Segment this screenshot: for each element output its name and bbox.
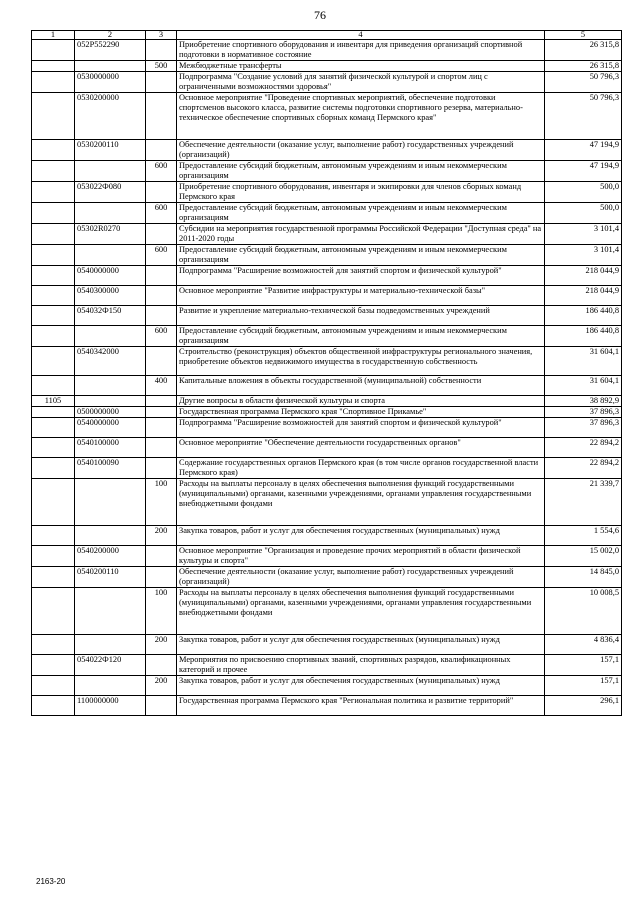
- description-cell: Строительство (реконструкция) объектов общественной инфраструктуры регионального значения, приобретение объектов недвижимого имущества в государственную собственность: [177, 347, 545, 376]
- column-header: 3: [146, 31, 177, 40]
- table-row: [32, 72, 622, 93]
- expense-type-cell: [146, 182, 177, 203]
- amount-cell: 10 008,5: [545, 588, 622, 635]
- expense-type-cell: [146, 40, 177, 61]
- amount-cell: 47 194,9: [545, 161, 622, 182]
- table-row: [32, 286, 622, 306]
- section-code-cell: [32, 61, 75, 72]
- amount-cell: 1 554,6: [545, 526, 622, 546]
- amount-cell: 22 894,2: [545, 438, 622, 458]
- description-cell: Основное мероприятие "Организация и проведение прочих мероприятий в области физической культуры и спорта": [177, 546, 545, 567]
- target-code-cell: 0530200000: [75, 93, 146, 140]
- table-row: [32, 182, 622, 203]
- target-code-cell: [75, 376, 146, 396]
- description-cell: Основное мероприятие "Проведение спортивных мероприятий, обеспечение подготовки спортсменов высокого класса, развитие системы подготовки спортивного резерва, материально-техническое обеспечение спортивных сборных команд Пермского края": [177, 93, 545, 140]
- expense-type-cell: [146, 696, 177, 716]
- description-cell: Предоставление субсидий бюджетным, автономным учреждениям и иным некоммерческим организациям: [177, 245, 545, 266]
- table-row: [32, 588, 622, 635]
- amount-cell: 186 440,8: [545, 326, 622, 347]
- section-code-cell: [32, 526, 75, 546]
- target-code-cell: 0530200110: [75, 140, 146, 161]
- amount-cell: 500,0: [545, 182, 622, 203]
- description-cell: Расходы на выплаты персоналу в целях обеспечения выполнения функций государственными (муниципальными) органами, казенными учреждениями, органами управления государственными внебюджетными фондами: [177, 479, 545, 526]
- amount-cell: 157,1: [545, 676, 622, 696]
- target-code-cell: 1100000000: [75, 696, 146, 716]
- description-cell: Межбюджетные трансферты: [177, 61, 545, 72]
- section-code-cell: [32, 655, 75, 676]
- section-code-cell: [32, 479, 75, 526]
- table-row: [32, 203, 622, 224]
- target-code-cell: [75, 203, 146, 224]
- section-code-cell: [32, 347, 75, 376]
- description-cell: Подпрограмма "Создание условий для занятий физической культурой и спортом лиц с ограниченными возможностями здоровья": [177, 72, 545, 93]
- description-cell: Приобретение спортивного оборудования, инвентаря и экипировки для членов сборных команд Пермского края: [177, 182, 545, 203]
- section-code-cell: [32, 72, 75, 93]
- section-code-cell: [32, 546, 75, 567]
- amount-cell: 22 894,2: [545, 458, 622, 479]
- section-code-cell: [32, 245, 75, 266]
- description-cell: Закупка товаров, работ и услуг для обеспечения государственных (муниципальных) нужд: [177, 676, 545, 696]
- amount-cell: 47 194,9: [545, 140, 622, 161]
- target-code-cell: [75, 635, 146, 655]
- target-code-cell: [75, 61, 146, 72]
- expense-type-cell: [146, 418, 177, 438]
- description-cell: Обеспечение деятельности (оказание услуг, выполнение работ) государственных учреждений (организаций): [177, 567, 545, 588]
- amount-cell: 50 796,3: [545, 93, 622, 140]
- description-cell: Развитие и укрепление материально-технической базы подведомственных учреждений: [177, 306, 545, 326]
- amount-cell: 37 896,3: [545, 418, 622, 438]
- section-code-cell: [32, 407, 75, 418]
- expense-type-cell: [146, 266, 177, 286]
- expense-type-cell: 500: [146, 61, 177, 72]
- expense-type-cell: [146, 438, 177, 458]
- expense-type-cell: 600: [146, 203, 177, 224]
- target-code-cell: [75, 526, 146, 546]
- amount-cell: 296,1: [545, 696, 622, 716]
- section-code-cell: [32, 376, 75, 396]
- expense-type-cell: [146, 458, 177, 479]
- description-cell: Закупка товаров, работ и услуг для обеспечения государственных (муниципальных) нужд: [177, 526, 545, 546]
- section-code-cell: [32, 40, 75, 61]
- description-cell: Государственная программа Пермского края "Региональная политика и развитие территорий": [177, 696, 545, 716]
- column-header: 4: [177, 31, 545, 40]
- expense-type-cell: [146, 224, 177, 245]
- section-code-cell: [32, 458, 75, 479]
- description-cell: Обеспечение деятельности (оказание услуг, выполнение работ) государственных учреждений (организаций): [177, 140, 545, 161]
- expense-type-cell: 100: [146, 588, 177, 635]
- target-code-cell: 053022Ф080: [75, 182, 146, 203]
- amount-cell: 218 044,9: [545, 266, 622, 286]
- target-code-cell: 0540200110: [75, 567, 146, 588]
- table-row: [32, 407, 622, 418]
- target-code-cell: 052Р552290: [75, 40, 146, 61]
- section-code-cell: [32, 676, 75, 696]
- expense-type-cell: 200: [146, 676, 177, 696]
- description-cell: Предоставление субсидий бюджетным, автономным учреждениям и иным некоммерческим организациям: [177, 203, 545, 224]
- expense-type-cell: 100: [146, 479, 177, 526]
- section-code-cell: [32, 161, 75, 182]
- table-row: [32, 567, 622, 588]
- description-cell: Капитальные вложения в объекты государственной (муниципальной) собственности: [177, 376, 545, 396]
- amount-cell: 14 845,0: [545, 567, 622, 588]
- table-row: [32, 61, 622, 72]
- table-row: [32, 40, 622, 61]
- description-cell: Подпрограмма "Расширение возможностей для занятий спортом и физической культурой": [177, 418, 545, 438]
- description-cell: Закупка товаров, работ и услуг для обеспечения государственных (муниципальных) нужд: [177, 635, 545, 655]
- table-row: [32, 438, 622, 458]
- target-code-cell: [75, 479, 146, 526]
- column-header: 1: [32, 31, 75, 40]
- amount-cell: 157,1: [545, 655, 622, 676]
- table-row: [32, 696, 622, 716]
- section-code-cell: 1105: [32, 396, 75, 407]
- amount-cell: 31 604,1: [545, 347, 622, 376]
- section-code-cell: [32, 140, 75, 161]
- table-row: [32, 245, 622, 266]
- description-cell: Содержание государственных органов Пермского края (в том числе органов государственной власти Пермского края): [177, 458, 545, 479]
- target-code-cell: 0540000000: [75, 266, 146, 286]
- section-code-cell: [32, 182, 75, 203]
- expense-type-cell: [146, 655, 177, 676]
- table-body: [32, 40, 622, 716]
- table-row: [32, 161, 622, 182]
- amount-cell: 4 836,4: [545, 635, 622, 655]
- table-row: [32, 266, 622, 286]
- table-row: [32, 93, 622, 140]
- target-code-cell: 0500000000: [75, 407, 146, 418]
- section-code-cell: [32, 696, 75, 716]
- expense-type-cell: 600: [146, 245, 177, 266]
- target-code-cell: 0530000000: [75, 72, 146, 93]
- amount-cell: 21 339,7: [545, 479, 622, 526]
- table-row: [32, 676, 622, 696]
- document-code: 2163-20: [36, 877, 66, 886]
- target-code-cell: 0540100000: [75, 438, 146, 458]
- target-code-cell: 054032Ф150: [75, 306, 146, 326]
- section-code-cell: [32, 286, 75, 306]
- amount-cell: 37 896,3: [545, 407, 622, 418]
- description-cell: Приобретение спортивного оборудования и инвентаря для приведения организаций спортивной подготовки в нормативное состояние: [177, 40, 545, 61]
- target-code-cell: [75, 161, 146, 182]
- page-number: 76: [314, 8, 326, 22]
- section-code-cell: [32, 266, 75, 286]
- expense-type-cell: [146, 567, 177, 588]
- table-row: [32, 140, 622, 161]
- column-header: 5: [545, 31, 622, 40]
- description-cell: Предоставление субсидий бюджетным, автономным учреждениям и иным некоммерческим организациям: [177, 161, 545, 182]
- section-code-cell: [32, 635, 75, 655]
- table-row: [32, 306, 622, 326]
- section-code-cell: [32, 326, 75, 347]
- description-cell: Государственная программа Пермского края "Спортивное Прикамье": [177, 407, 545, 418]
- expense-type-cell: 600: [146, 326, 177, 347]
- table-row: [32, 376, 622, 396]
- description-cell: Другие вопросы в области физической культуры и спорта: [177, 396, 545, 407]
- table-header-row: [32, 31, 622, 40]
- table-row: [32, 224, 622, 245]
- target-code-cell: 0540300000: [75, 286, 146, 306]
- table-row: [32, 526, 622, 546]
- section-code-cell: [32, 306, 75, 326]
- target-code-cell: 054022Ф120: [75, 655, 146, 676]
- target-code-cell: 05302R0270: [75, 224, 146, 245]
- amount-cell: 26 315,8: [545, 40, 622, 61]
- amount-cell: 50 796,3: [545, 72, 622, 93]
- table-row: [32, 655, 622, 676]
- amount-cell: 3 101,4: [545, 224, 622, 245]
- amount-cell: 15 002,0: [545, 546, 622, 567]
- expense-type-cell: [146, 347, 177, 376]
- expense-type-cell: 600: [146, 161, 177, 182]
- amount-cell: 38 892,9: [545, 396, 622, 407]
- expense-type-cell: [146, 407, 177, 418]
- target-code-cell: [75, 245, 146, 266]
- description-cell: Расходы на выплаты персоналу в целях обеспечения выполнения функций государственными (муниципальными) органами, казенными учреждениями, органами управления государственными внебюджетными фондами: [177, 588, 545, 635]
- table-row: [32, 546, 622, 567]
- amount-cell: 500,0: [545, 203, 622, 224]
- table-row: [32, 479, 622, 526]
- target-code-cell: 0540100090: [75, 458, 146, 479]
- amount-cell: 31 604,1: [545, 376, 622, 396]
- description-cell: Субсидии на мероприятия государственной программы Российской Федерации "Доступная среда" на 2011-2020 годы: [177, 224, 545, 245]
- description-cell: Подпрограмма "Расширение возможностей для занятий спортом и физической культурой": [177, 266, 545, 286]
- expense-type-cell: [146, 72, 177, 93]
- table-row: [32, 635, 622, 655]
- table-row: [32, 418, 622, 438]
- expense-type-cell: [146, 306, 177, 326]
- column-header: 2: [75, 31, 146, 40]
- section-code-cell: [32, 418, 75, 438]
- amount-cell: 186 440,8: [545, 306, 622, 326]
- expense-type-cell: [146, 546, 177, 567]
- target-code-cell: [75, 676, 146, 696]
- target-code-cell: [75, 326, 146, 347]
- section-code-cell: [32, 567, 75, 588]
- expense-type-cell: 200: [146, 526, 177, 546]
- expense-type-cell: [146, 286, 177, 306]
- target-code-cell: 0540200000: [75, 546, 146, 567]
- expense-type-cell: 200: [146, 635, 177, 655]
- amount-cell: 3 101,4: [545, 245, 622, 266]
- section-code-cell: [32, 588, 75, 635]
- expense-type-cell: [146, 396, 177, 407]
- amount-cell: 26 315,8: [545, 61, 622, 72]
- description-cell: Основное мероприятие "Обеспечение деятельности государственных органов": [177, 438, 545, 458]
- target-code-cell: [75, 588, 146, 635]
- target-code-cell: 0540342000: [75, 347, 146, 376]
- budget-table: [31, 30, 622, 716]
- section-code-cell: [32, 438, 75, 458]
- target-code-cell: 0540000000: [75, 418, 146, 438]
- section-code-cell: [32, 224, 75, 245]
- description-cell: Предоставление субсидий бюджетным, автономным учреждениям и иным некоммерческим организациям: [177, 326, 545, 347]
- section-code-cell: [32, 93, 75, 140]
- table-row: [32, 458, 622, 479]
- table-row: [32, 347, 622, 376]
- description-cell: Мероприятия по присвоению спортивных званий, спортивных разрядов, квалификационных категорий и прочее: [177, 655, 545, 676]
- table-row: [32, 396, 622, 407]
- target-code-cell: [75, 396, 146, 407]
- section-code-cell: [32, 203, 75, 224]
- expense-type-cell: [146, 140, 177, 161]
- expense-type-cell: [146, 93, 177, 140]
- amount-cell: 218 044,9: [545, 286, 622, 306]
- table-row: [32, 326, 622, 347]
- expense-type-cell: 400: [146, 376, 177, 396]
- description-cell: Основное мероприятие "Развитие инфраструктуры и материально-технической базы": [177, 286, 545, 306]
